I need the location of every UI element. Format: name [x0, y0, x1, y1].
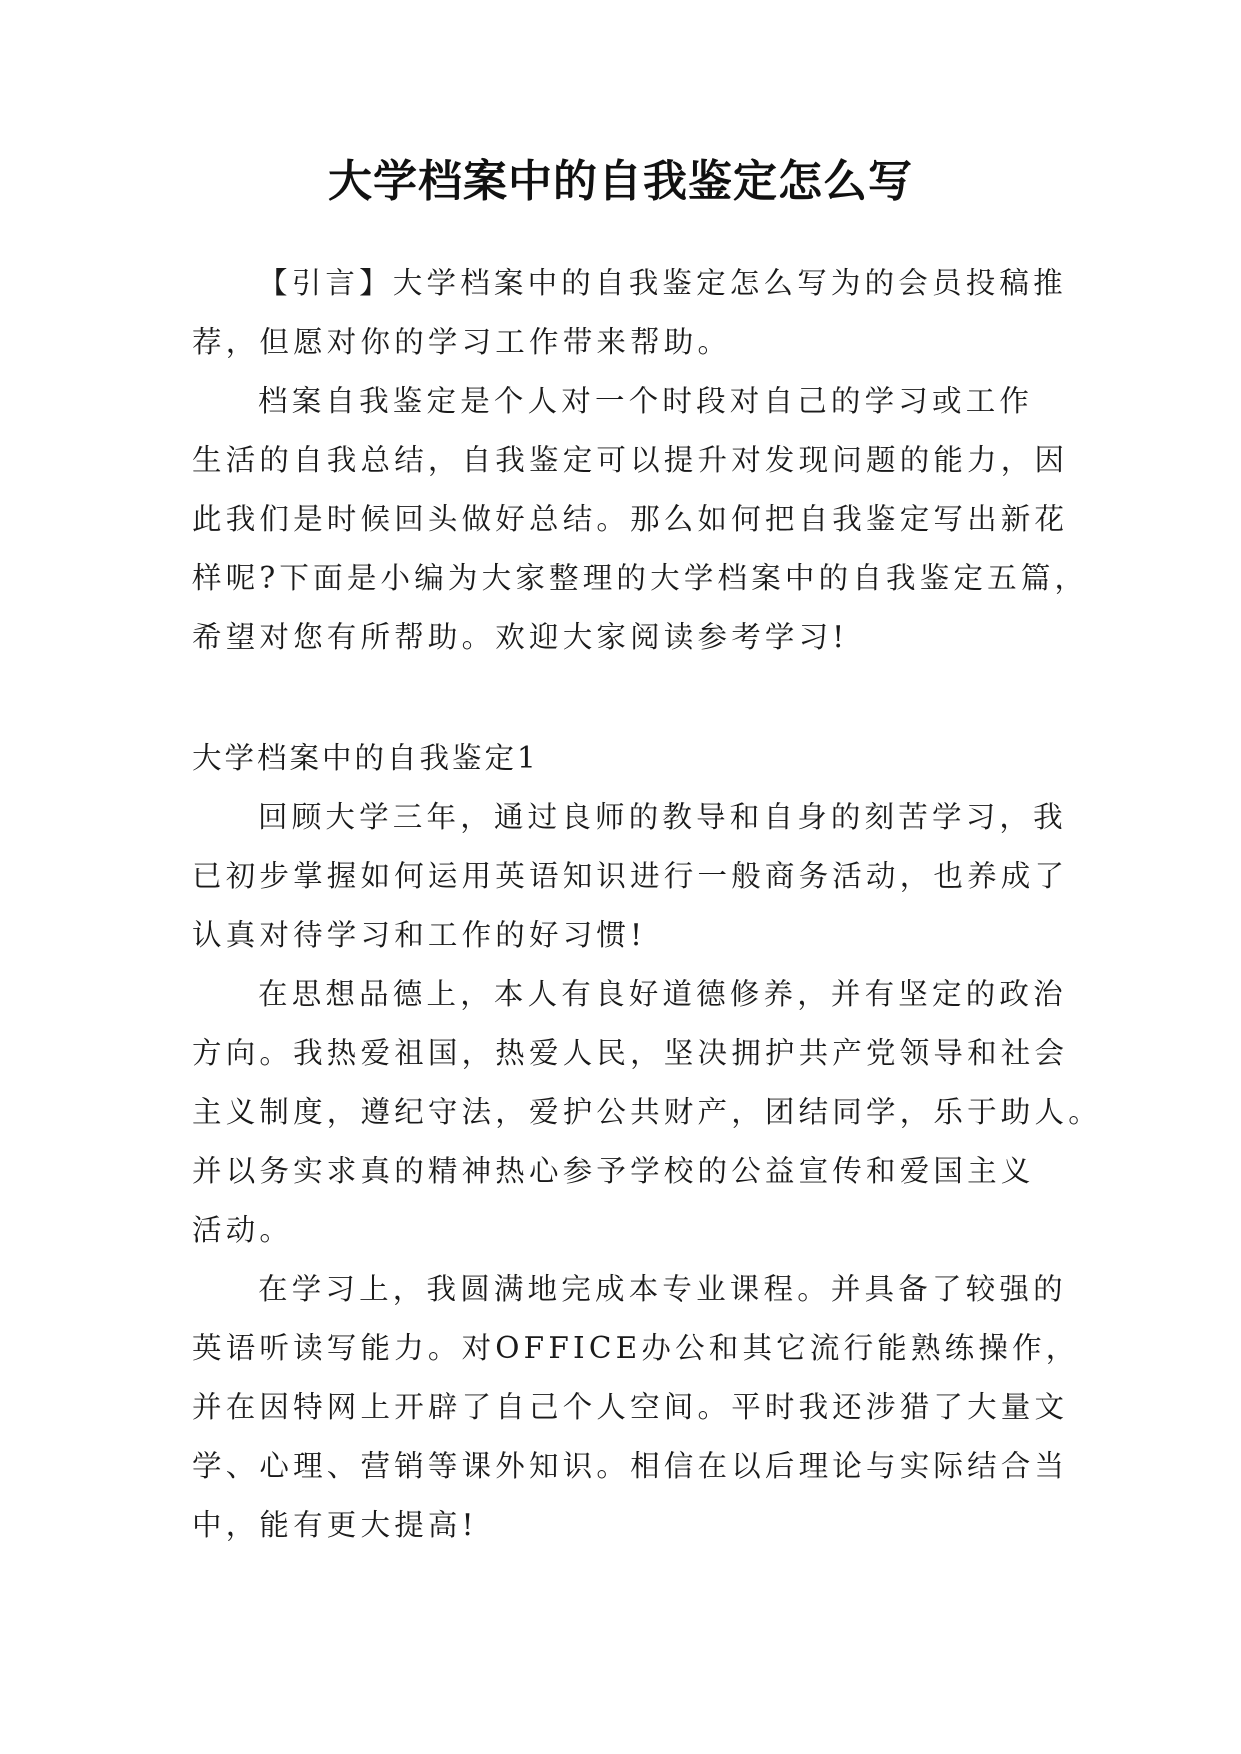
text-line: 希望对您有所帮助。欢迎大家阅读参考学习! — [192, 620, 849, 654]
text-line: 样呢?下面是小编为大家整理的大学档案中的自我鉴定五篇， — [192, 561, 1089, 595]
document-title: 大学档案中的自我鉴定怎么写 — [328, 156, 913, 207]
text-line: 学、心理、营销等课外知识。相信在以后理论与实际结合当 — [192, 1449, 1069, 1483]
paragraph-morality — [192, 965, 1102, 1260]
paragraph-review — [192, 788, 1072, 965]
text-line: 中，能有更大提高! — [192, 1508, 478, 1542]
text-line: 在思想品德上，本人有良好道德修养，并有坚定的政治 — [258, 977, 1067, 1011]
text-line: 档案自我鉴定是个人对一个时段对自己的学习或工作 — [258, 384, 1034, 418]
section-1 — [192, 729, 1102, 1555]
paragraph-overview — [192, 372, 1089, 667]
intro-block — [192, 254, 1089, 667]
paragraph-study — [192, 1260, 1080, 1555]
section-heading: 大学档案中的自我鉴定1 — [192, 741, 539, 775]
paragraph-intro — [192, 254, 1072, 372]
text-line: 回顾大学三年，通过良师的教导和自身的刻苦学习，我 — [258, 800, 1067, 834]
text-line: 生活的自我总结，自我鉴定可以提升对发现问题的能力，因 — [192, 443, 1069, 477]
text-line: 认真对待学习和工作的好习惯! — [192, 918, 647, 952]
text-line: 活动。 — [192, 1213, 294, 1247]
text-line: 【引言】大学档案中的自我鉴定怎么写为的会员投稿推 — [258, 266, 1067, 300]
text-line: 方向。我热爱祖国，热爱人民，坚决拥护共产党领导和社会 — [192, 1036, 1069, 1070]
text-line: 英语听读写能力。对OFFICE办公和其它流行能熟练操作， — [192, 1331, 1080, 1365]
text-line: 荐，但愿对你的学习工作带来帮助。 — [192, 325, 732, 359]
text-line: 在学习上，我圆满地完成本专业课程。并具备了较强的 — [258, 1272, 1067, 1306]
text-line: 已初步掌握如何运用英语知识进行一般商务活动，也养成了 — [192, 859, 1069, 893]
text-line: 此我们是时候回头做好总结。那么如何把自我鉴定写出新花 — [192, 502, 1069, 536]
text-line: 并以务实求真的精神热心参予学校的公益宣传和爱国主义 — [192, 1154, 1035, 1188]
text-line: 主义制度，遵纪守法，爱护公共财产，团结同学，乐于助人。 — [192, 1095, 1102, 1129]
text-line: 并在因特网上开辟了自己个人空间。平时我还涉猎了大量文 — [192, 1390, 1069, 1424]
